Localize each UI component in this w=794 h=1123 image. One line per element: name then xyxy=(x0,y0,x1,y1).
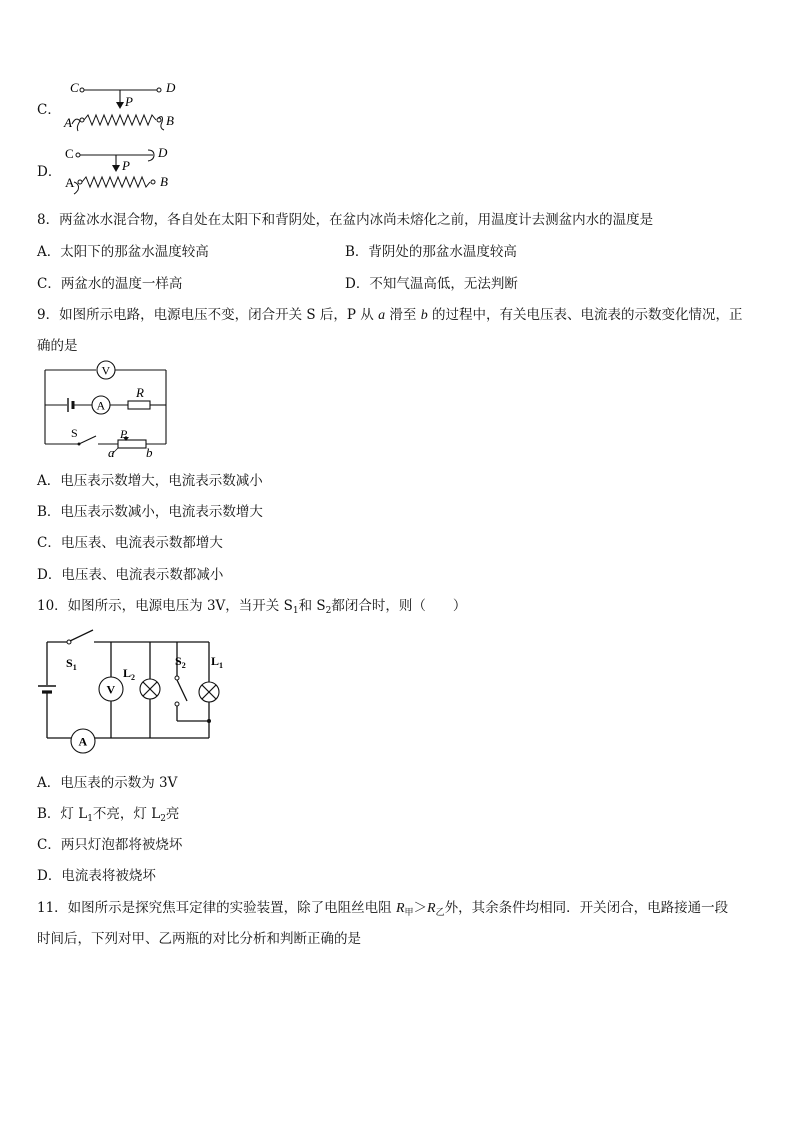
switch-s2-label: $S_2$ xyxy=(175,654,186,670)
q8-option-a[interactable]: A．太阳下的那盆水温度较高 xyxy=(37,244,209,260)
end-a-label: a xyxy=(108,445,115,460)
ammeter-label: A xyxy=(96,398,106,413)
resistor-icon xyxy=(128,401,150,409)
q11-stem-line2: 时间后，下列对甲、乙两瓶的对比分析和判断正确的是 xyxy=(37,931,361,947)
q10-option-c[interactable]: C．两只灯泡都将被烧坏 xyxy=(37,837,183,853)
switch-s1-label: $S_1$ xyxy=(66,656,77,672)
voltmeter-label: V xyxy=(101,363,111,378)
switch-icon xyxy=(79,436,96,444)
q7-option-d-label: D． xyxy=(37,164,62,180)
terminal-c-label: C xyxy=(70,80,79,95)
end-b-label: b xyxy=(146,445,153,460)
q10-stem: 10．如图所示，电源电压为 3V，当开关 $S_1$和 $S_2$都闭合时，则（ ） xyxy=(37,598,467,616)
q7-option-c-figure xyxy=(60,80,190,136)
q8-option-b[interactable]: B．背阴处的那盆水温度较高 xyxy=(345,244,517,260)
q9-option-c[interactable]: C．电压表、电流表示数都增大 xyxy=(37,535,223,551)
voltmeter-label: V xyxy=(106,682,116,697)
q9-option-d[interactable]: D．电压表、电流表示数都减小 xyxy=(37,567,224,583)
q10-option-d[interactable]: D．电流表将被烧坏 xyxy=(37,868,156,884)
switch-s2-icon xyxy=(177,680,187,701)
q9-option-a[interactable]: A．电压表示数增大，电流表示数减小 xyxy=(37,473,263,489)
q8-option-d[interactable]: D．不知气温高低，无法判断 xyxy=(345,276,518,292)
q10-circuit-diagram xyxy=(38,625,228,755)
q9-circuit-diagram xyxy=(40,358,180,458)
terminal-b-label: B xyxy=(160,174,168,189)
terminal-a-label: A xyxy=(64,115,72,130)
ammeter-label: A xyxy=(78,734,88,749)
q9-option-b[interactable]: B．电压表示数减小，电流表示数增大 xyxy=(37,504,263,520)
slider-p-label: P xyxy=(120,427,128,441)
terminal-a-label: A xyxy=(65,175,75,190)
q9-stem-line2: 确的是 xyxy=(37,338,78,354)
lamp-l2-label: $L_2$ xyxy=(123,666,136,682)
terminal-d-label: D xyxy=(166,80,176,95)
terminal-b-label: B xyxy=(166,113,174,128)
terminal-c-label: C xyxy=(65,146,74,161)
terminal-d-label: D xyxy=(158,145,168,160)
q8-stem: 8．两盆冰水混合物，各自处在太阳下和背阴处，在盆内冰尚未熔化之前，用温度计去测盆内水的温度是 xyxy=(37,212,654,228)
lamp-l1-label: $L_1$ xyxy=(211,654,224,670)
switch-s1-icon xyxy=(70,630,93,641)
resistor-label: R xyxy=(136,385,144,400)
q10-option-a[interactable]: A．电压表的示数为 3V xyxy=(37,775,178,791)
slider-p-label: P xyxy=(125,94,133,109)
rheostat-icon xyxy=(118,440,146,448)
q10-option-b[interactable]: B．灯 $L_1$不亮，灯 $L_2$亮 xyxy=(37,806,180,824)
q8-option-c[interactable]: C．两盆水的温度一样高 xyxy=(37,276,183,292)
q7-option-c-label: C． xyxy=(37,102,61,118)
q11-stem: 11．如图所示是探究焦耳定律的实验装置，除了电阻丝电阻 $R_甲>R_乙$外，其余条件均相同．开关闭合，电路接通一段 xyxy=(37,900,729,918)
q9-stem: 9．如图所示电路，电源电压不变，闭合开关 S 后，P 从 a 滑至 b 的过程中，有关电压表、电流表的示数变化情况，正 xyxy=(37,307,743,323)
switch-s-label: S xyxy=(71,426,78,440)
slider-p-label: P xyxy=(122,158,130,173)
q7-option-d-figure xyxy=(60,144,190,196)
